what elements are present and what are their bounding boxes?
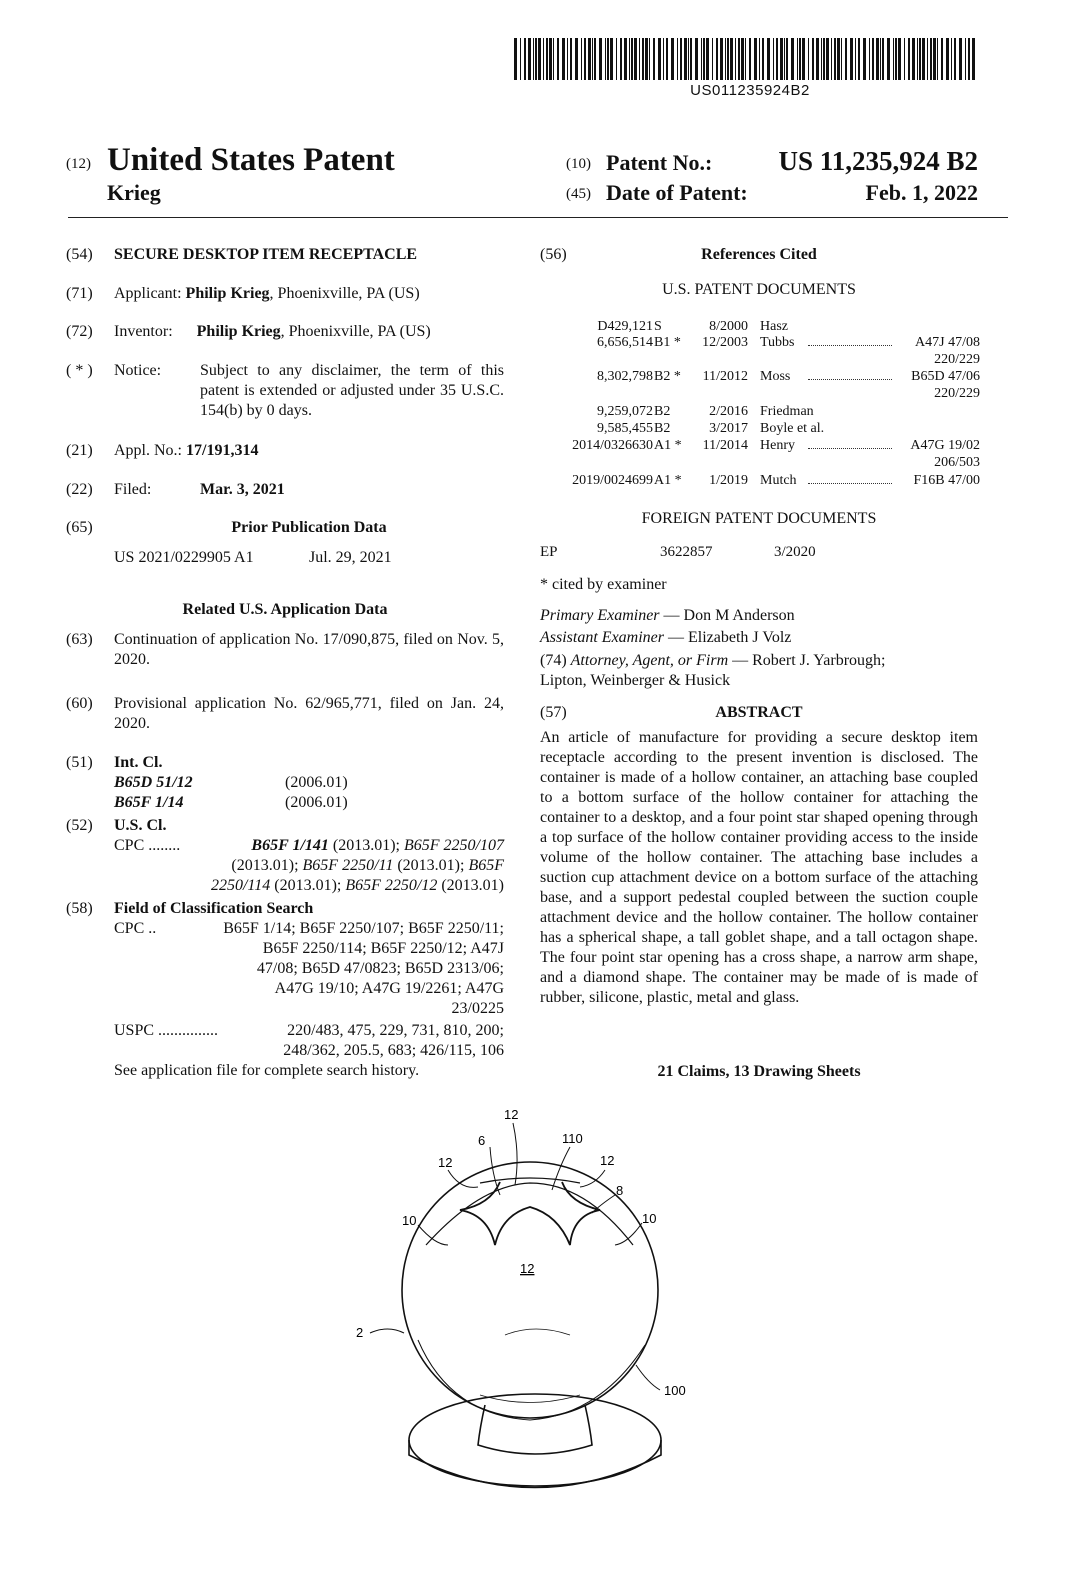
classification-cpc-label: CPC .. (114, 920, 157, 937)
primary-examiner: Primary Examiner — Don M Anderson (540, 607, 795, 624)
barcode-bar (653, 38, 655, 80)
assistant-examiner: Assistant Examiner — Elizabeth J Volz (540, 629, 792, 646)
barcode-bar (543, 38, 544, 80)
continuation-text: Continuation of application No. 17/090,875, filed on Nov. 5, 2020. (114, 631, 504, 668)
prior-publication-number: US 2021/0229905 A1 (114, 549, 254, 566)
reference-class-secondary: 206/503 (934, 455, 980, 470)
reference-class: B65D 47/06 (911, 369, 980, 384)
barcode-bar (816, 38, 819, 80)
ref-label-10-right: 10 (642, 1211, 657, 1226)
classification-cpc-line-2: B65F 2250/114; B65F 2250/12; A47J (262, 940, 504, 957)
reference-number: 2019/0024699 (572, 473, 653, 488)
reference-number: D429,121 (597, 319, 653, 334)
barcode-bar (677, 38, 678, 80)
barcode-bar (876, 38, 879, 80)
reference-class-secondary: 220/229 (934, 352, 980, 367)
barcode (514, 38, 980, 80)
barcode-bar (887, 38, 890, 80)
reference-number: 6,656,514 (597, 335, 653, 350)
barcode-bar (649, 38, 650, 80)
barcode-bar (954, 38, 956, 80)
ref-label-12-center: 12 (520, 1261, 535, 1276)
barcode-bar (908, 38, 910, 80)
barcode-bar (937, 38, 938, 80)
barcode-bar (968, 38, 970, 80)
ref-label-8: 8 (616, 1183, 624, 1198)
classification-uspc-label: USPC ............... (114, 1022, 219, 1039)
star-opening (460, 1182, 600, 1245)
reference-number: 8,302,798 (597, 369, 653, 384)
inventor-name: Philip Krieg (196, 323, 281, 340)
classification-cpc-line-3: 47/08; B65D 47/0823; B65D 2313/06; (256, 960, 504, 977)
barcode-bar (880, 38, 881, 80)
classification-uspc-line-1: 220/483, 475, 229, 731, 810, 200; (287, 1022, 504, 1039)
barcode-bar (680, 38, 682, 80)
prior-publication-date: Jul. 29, 2021 (309, 549, 392, 566)
patent-drawing (330, 1095, 750, 1535)
barcode-bar (841, 38, 842, 80)
reference-name: Henry (760, 438, 795, 453)
field-of-classification-heading: Field of Classification Search (114, 900, 314, 917)
reference-number: 9,585,455 (597, 421, 653, 436)
reference-class: A47G 19/02 (910, 438, 980, 453)
ref-label-6: 6 (478, 1133, 486, 1148)
barcode-bar (898, 38, 901, 80)
barcode-bar (850, 38, 853, 80)
header-rule (68, 217, 1008, 218)
barcode-bar (562, 38, 565, 80)
notice-label: Notice: (114, 362, 162, 379)
barcode-bar (703, 38, 705, 80)
barcode-bar (663, 38, 664, 80)
us-cl-line-2: (2013.01); B65F 2250/11 (2013.01); B65F (231, 857, 504, 874)
barcode-bar (712, 38, 713, 80)
reference-date: 12/2003 (702, 335, 748, 350)
barcode-bar (720, 38, 723, 80)
int-cl-2-date: (2006.01) (285, 794, 348, 811)
us-cl-cpc-label: CPC ........ (114, 837, 181, 854)
kind-code-12: (12) (66, 156, 91, 172)
ref-label-2: 2 (356, 1325, 364, 1340)
barcode-bar (592, 38, 593, 80)
us-cl-heading: U.S. Cl. (114, 817, 167, 834)
patent-no-label: Patent No.: (606, 150, 713, 175)
barcode-bar (812, 38, 814, 80)
patent-number: US 11,235,924 B2 (778, 146, 978, 176)
barcode-bar (933, 38, 936, 80)
reference-kind: B2 (654, 404, 671, 419)
barcode-bar (930, 38, 932, 80)
filed-date: Mar. 3, 2021 (200, 481, 285, 498)
barcode-bar (904, 38, 905, 80)
patent-title: SECURE DESKTOP ITEM RECEPTACLE (114, 246, 418, 263)
barcode-bar (594, 38, 596, 80)
us-patent-documents-heading: U.S. PATENT DOCUMENTS (662, 281, 856, 298)
barcode-bar (738, 38, 740, 80)
barcode-bar (893, 38, 894, 80)
barcode-bar (631, 38, 633, 80)
barcode-bar (762, 38, 764, 80)
barcode-bar (845, 38, 847, 80)
barcode-bar (725, 38, 726, 80)
barcode-bar (567, 38, 568, 80)
barcode-bar (858, 38, 860, 80)
barcode-bar (690, 38, 692, 80)
reference-kind: B2 * (654, 369, 681, 384)
classification-cpc-line-1: B65F 1/14; B65F 2250/107; B65F 2250/11; (223, 920, 504, 937)
barcode-bar (684, 38, 687, 80)
barcode-bar (802, 38, 805, 80)
int-cl-heading: Int. Cl. (114, 754, 163, 771)
barcode-bar (834, 38, 836, 80)
reference-name: Friedman (760, 404, 814, 419)
barcode-bar (642, 38, 644, 80)
application-number: 17/191,314 (186, 442, 259, 459)
barcode-bar (546, 38, 548, 80)
barcode-bar (959, 38, 962, 80)
ref-label-12-right: 12 (600, 1153, 615, 1168)
reference-kind: B1 * (654, 335, 681, 350)
barcode-bar (701, 38, 702, 80)
barcode-bar (695, 38, 698, 80)
suction-base-rim (409, 1440, 661, 1488)
barcode-bar (624, 38, 627, 80)
references-cited-heading: References Cited (701, 246, 817, 263)
field-57-code: (57) (540, 704, 567, 721)
foreign-patent-documents-heading: FOREIGN PATENT DOCUMENTS (641, 510, 877, 527)
date-of-patent-label: Date of Patent: (606, 180, 748, 205)
barcode-bar (799, 38, 801, 80)
foreign-country: EP (540, 544, 558, 560)
barcode-bar (524, 38, 526, 80)
barcode-bar (514, 38, 517, 80)
field-21: (21) Appl. No.: 17/191,314 (66, 442, 259, 459)
reference-class-secondary: 220/229 (934, 386, 980, 401)
barcode-bar (535, 38, 537, 80)
prior-publication-heading: Prior Publication Data (231, 519, 387, 536)
field-60-code: (60) (66, 695, 93, 712)
barcode-bar (730, 38, 733, 80)
dot-leader (808, 448, 892, 449)
barcode-bar (823, 38, 825, 80)
inventor-surname: Krieg (107, 180, 161, 205)
cited-by-examiner: * cited by examiner (540, 576, 667, 593)
barcode-bar (791, 38, 794, 80)
barcode-bar (946, 38, 949, 80)
barcode-bar (831, 38, 832, 80)
barcode-bar (767, 38, 770, 80)
reference-date: 11/2014 (702, 438, 748, 453)
reference-kind: A1 * (654, 438, 682, 453)
reference-number: 2014/0326630 (572, 438, 653, 453)
search-history-note: See application file for complete search history. (114, 1062, 420, 1079)
field-notice-code: ( * ) (66, 362, 93, 379)
barcode-bar (688, 38, 689, 80)
ref-label-100: 100 (664, 1383, 686, 1398)
barcode-bar (786, 38, 788, 80)
reference-kind: A1 * (654, 473, 682, 488)
reference-name: Mutch (760, 473, 797, 488)
barcode-bar (927, 38, 928, 80)
barcode-bar (780, 38, 783, 80)
barcode-bar (666, 38, 668, 80)
reference-kind: S (654, 319, 662, 334)
reference-kind: B2 (654, 421, 671, 436)
reference-name: Moss (760, 369, 791, 384)
barcode-bar (922, 38, 925, 80)
barcode-bar (533, 38, 534, 80)
barcode-bar (869, 38, 870, 80)
field-65-code: (65) (66, 519, 93, 536)
provisional-text: Provisional application No. 62/965,771, filed on Jan. 24, 2020. (114, 695, 504, 732)
classification-cpc-line-4: A47G 19/10; A47G 19/2261; A47G (274, 980, 504, 997)
barcode-bar (895, 38, 897, 80)
field-58-code: (58) (66, 900, 93, 917)
field-22-code: (22) (66, 481, 93, 498)
barcode-bar (754, 38, 757, 80)
barcode-bar (808, 38, 809, 80)
barcode-bar (784, 38, 785, 80)
barcode-bar (741, 38, 744, 80)
field-72: (72) Inventor: Philip Krieg, Phoenixville, PA (US) (66, 323, 431, 340)
barcode-bar (599, 38, 602, 80)
barcode-bar (716, 38, 718, 80)
barcode-bar (745, 38, 746, 80)
classification-uspc-line-2: 248/362, 205.5, 683; 426/115, 106 (283, 1042, 504, 1059)
barcode-bar (749, 38, 751, 80)
reference-name: Tubbs (760, 335, 795, 350)
barcode-bar (882, 38, 884, 80)
filed-label: Filed: (114, 481, 152, 498)
kind-code-10: (10) (566, 156, 591, 172)
barcode-bar (735, 38, 736, 80)
barcode-bar (727, 38, 729, 80)
barcode-bar (872, 38, 874, 80)
barcode-bar (634, 38, 637, 80)
barcode-bar (671, 38, 674, 80)
barcode-bar (584, 38, 586, 80)
barcode-bar (821, 38, 822, 80)
field-71: (71) Applicant: Philip Krieg, Phoenixville, PA (US) (66, 285, 420, 302)
applicant-name: Philip Krieg (185, 285, 270, 302)
barcode-bar (773, 38, 774, 80)
foreign-number: 3622857 (660, 544, 713, 560)
int-cl-1-date: (2006.01) (285, 774, 348, 791)
barcode-bar (528, 38, 531, 80)
ref-label-110: 110 (562, 1131, 583, 1146)
barcode-bar (588, 38, 591, 80)
field-52-code: (52) (66, 817, 93, 834)
reference-class: A47J 47/08 (915, 335, 980, 350)
barcode-bar (706, 38, 709, 80)
reference-class: F16B 47/00 (913, 473, 980, 488)
reference-number: 9,259,072 (597, 404, 653, 419)
int-cl-1: B65D 51/12 (114, 774, 193, 791)
attorney-agent-firm: (74) Attorney, Agent, or Firm — Robert J. Yarbrough; (540, 652, 886, 669)
reference-name: Hasz (760, 319, 788, 334)
notice-text: Subject to any disclaimer, the term of this patent is extended or adjusted under 35 U.S.C. 154(b) by 0 days. (200, 362, 504, 419)
barcode-bar (919, 38, 921, 80)
ref-label-12-top: 12 (504, 1107, 519, 1122)
barcode-bar (639, 38, 640, 80)
int-cl-2: B65F 1/14 (114, 794, 184, 811)
barcode-bar (658, 38, 661, 80)
abstract-heading: ABSTRACT (715, 704, 803, 721)
field-54: (54) SECURE DESKTOP ITEM RECEPTACLE (66, 246, 418, 263)
document-title: United States Patent (107, 142, 395, 178)
field-63-code: (63) (66, 631, 93, 648)
classification-cpc-line-5: 23/0225 (451, 1000, 504, 1017)
barcode-bar (616, 38, 617, 80)
kind-code-45: (45) (566, 186, 591, 202)
barcode-bar (607, 38, 609, 80)
us-cl-line-1: B65F 1/141 (2013.01); B65F 2250/107 (251, 837, 504, 854)
sphere-container (402, 1162, 658, 1418)
dot-leader (808, 379, 892, 380)
barcode-bar (520, 38, 521, 80)
barcode-bar (605, 38, 606, 80)
barcode-bar (610, 38, 613, 80)
barcode-bar (826, 38, 829, 80)
barcode-bar (941, 38, 943, 80)
barcode-bar (645, 38, 648, 80)
barcode-bar (553, 38, 554, 80)
barcode-bar (776, 38, 778, 80)
barcode-bar (557, 38, 559, 80)
barcode-bar (837, 38, 840, 80)
reference-date: 8/2000 (709, 319, 748, 334)
barcode-bar (538, 38, 541, 80)
barcode-bar (620, 38, 622, 80)
abstract-text: An article of manufacture for providing a secure desktop item receptacle according to the present invention is disclosed. The container is made of a hollow container, an attaching base coupled to a bottom surface of the hollow container for attaching the container to a desktop, and a four point star shaped opening through a top surface of the hollow container providing access to the inside volume of the hollow container. The attaching base includes a suction cup attachment device on a bottom surface of the attaching base, and a support pedestal coupled between the suction couple attachment device and the hollow container. The hollow container has a spherical shape, a tall goblet shape, and a tall octagon shape. The four point star opening has a cross shape, a narrow arm shape, and a diamond shape. The container may be made of is made of rubber, silicone, plastic, metal and glass. (540, 729, 978, 1006)
related-application-heading: Related U.S. Application Data (182, 601, 388, 618)
barcode-number: US011235924B2 (690, 82, 810, 99)
reference-name: Boyle et al. (760, 421, 825, 436)
attorney-firm-line-2: Lipton, Weinberger & Husick (540, 672, 731, 689)
reference-date: 11/2012 (702, 369, 748, 384)
barcode-bar (917, 38, 918, 80)
dot-leader (808, 483, 892, 484)
ref-label-10-left: 10 (402, 1213, 417, 1228)
foreign-date: 3/2020 (774, 544, 816, 560)
claims-and-drawings: 21 Claims, 13 Drawing Sheets (657, 1063, 861, 1080)
barcode-bar (549, 38, 552, 80)
barcode-bar (972, 38, 975, 80)
us-cl-line-3: 2250/114 (2013.01); B65F 2250/12 (2013.01) (210, 877, 504, 894)
barcode-bar (863, 38, 866, 80)
date-of-patent: Feb. 1, 2022 (865, 180, 978, 205)
reference-date: 1/2019 (709, 473, 748, 488)
barcode-bar (570, 38, 572, 80)
reference-date: 3/2017 (709, 421, 748, 436)
barcode-bar (965, 38, 966, 80)
reference-date: 2/2016 (709, 404, 748, 419)
barcode-bar (912, 38, 915, 80)
barcode-bar (759, 38, 760, 80)
barcode-bar (797, 38, 798, 80)
field-51-code: (51) (66, 754, 93, 771)
field-56-code: (56) (540, 246, 567, 263)
barcode-bar (855, 38, 856, 80)
barcode-bar (951, 38, 952, 80)
barcode-bar (575, 38, 578, 80)
barcode-bar (629, 38, 630, 80)
dot-leader (808, 345, 892, 346)
ref-label-12-left: 12 (438, 1155, 453, 1170)
barcode-bar (581, 38, 582, 80)
